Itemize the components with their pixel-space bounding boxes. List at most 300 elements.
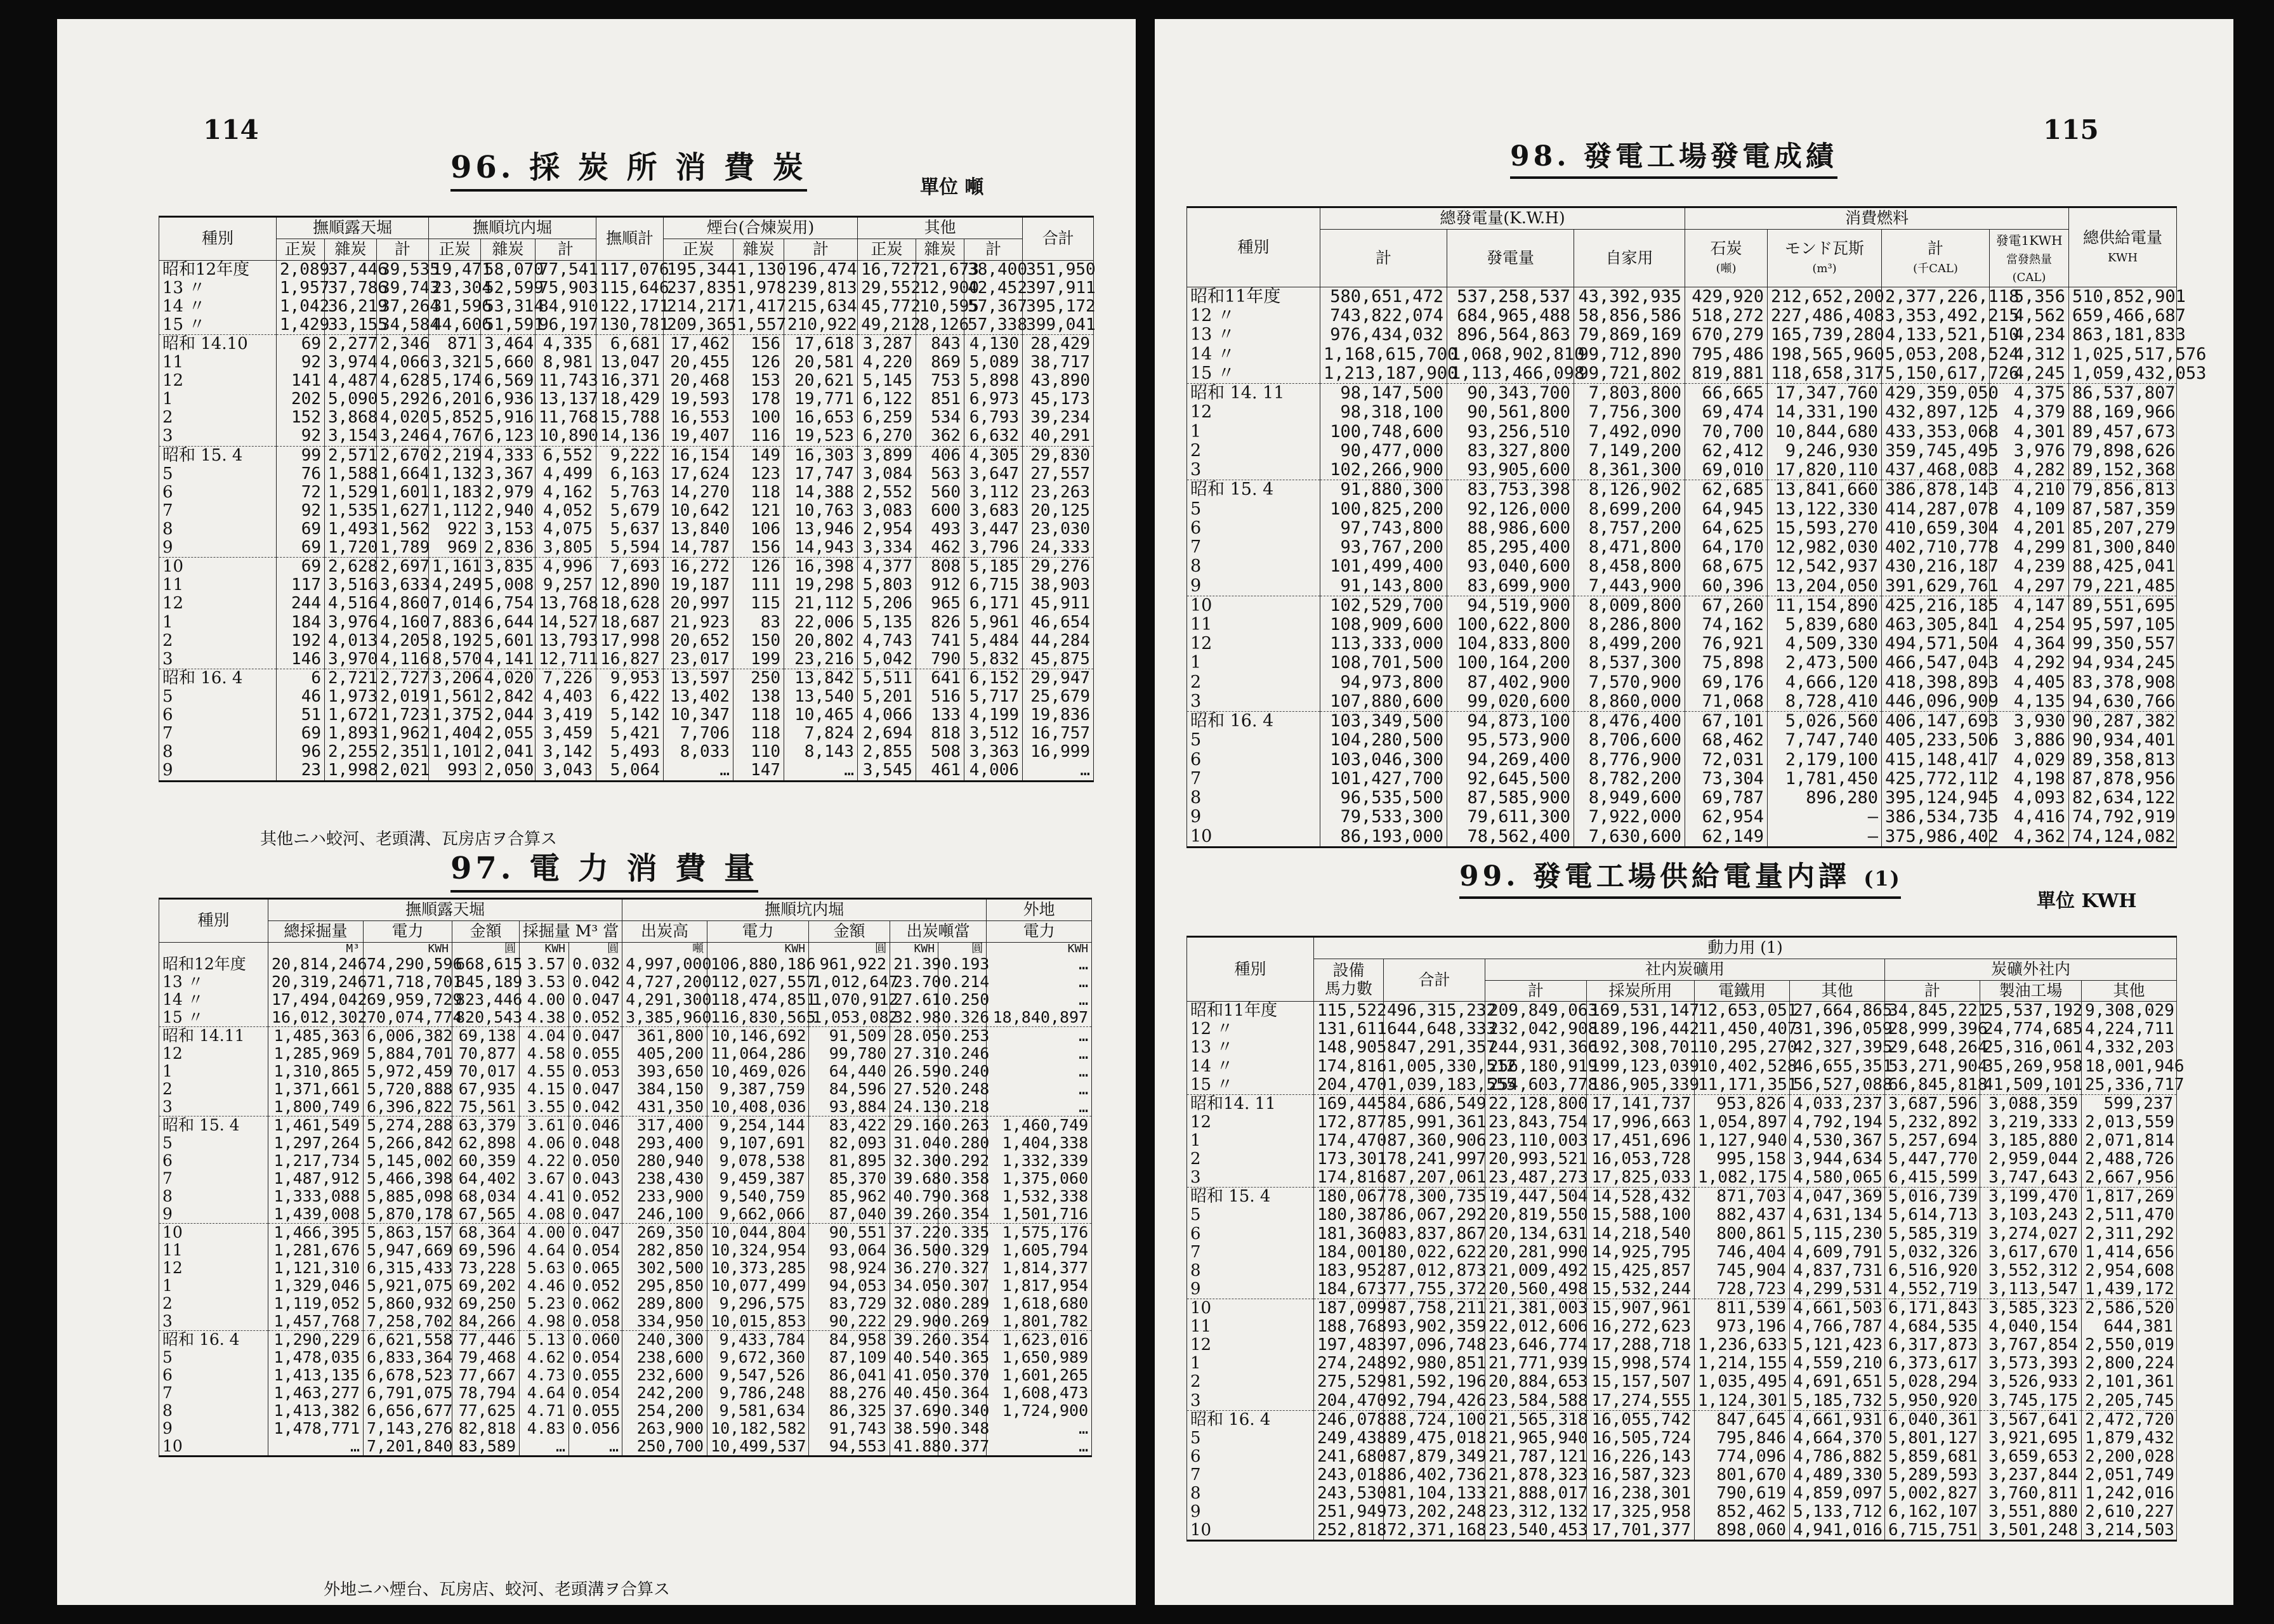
col-lump: 正炭 — [664, 239, 733, 260]
table-cell: 19,593 — [664, 390, 733, 409]
table-cell: 93,884 — [809, 1098, 890, 1116]
table-cell: 4,292 — [1990, 653, 2069, 672]
table-cell: 17,996,663 — [1587, 1113, 1695, 1132]
row-label: 6 — [159, 483, 277, 502]
table-cell: 94,973,800 — [1320, 673, 1447, 692]
table-cell: 3,647 — [964, 465, 1023, 483]
table-row — [159, 1241, 1092, 1259]
table-row — [159, 1349, 1092, 1366]
table-cell: 28,429 — [1023, 334, 1094, 353]
table-cell: 0.358 — [938, 1170, 987, 1188]
table-cell: 1,025,517,576 — [2069, 345, 2177, 364]
table-cell: 12,542,937 — [1768, 557, 1882, 576]
table-cell: 62,149 — [1685, 827, 1768, 848]
table-cell: 3.61 — [520, 1116, 569, 1134]
table-cell: 410,659,304 — [1882, 519, 1990, 538]
table-cell: 6,396,822 — [364, 1098, 452, 1116]
table-cell: 241,680 — [1314, 1448, 1384, 1466]
table-cell: 1,817,269 — [2082, 1188, 2177, 1207]
table-cell: 44,606 — [429, 316, 481, 335]
table-cell: 537,258,537 — [1447, 287, 1574, 307]
table-cell: 96 — [277, 743, 325, 761]
row-label: 11 — [1187, 1318, 1314, 1336]
table-cell: 5,016,739 — [1885, 1188, 1980, 1207]
table-cell: 11,154,890 — [1768, 596, 1882, 615]
table-cell: 69 — [277, 539, 325, 558]
row-label: 8 — [159, 1402, 268, 1420]
table-cell: 20,281,990 — [1485, 1243, 1587, 1262]
table-cell: 4,297 — [1990, 577, 2069, 596]
table-cell: 2,940 — [481, 502, 536, 520]
table-cell: 3,237,844 — [1980, 1466, 2082, 1484]
table-cell: 40.54 — [890, 1349, 938, 1366]
row-label: 10 — [159, 1223, 268, 1241]
table-cell: 3,274,027 — [1980, 1225, 2082, 1243]
table-cell: 106,880,186 — [707, 955, 809, 973]
table-cell: 3,552,312 — [1980, 1262, 2082, 1280]
table-cell: 97,743,800 — [1320, 519, 1447, 538]
table-cell: 87,207,061 — [1384, 1169, 1485, 1188]
table-cell: 3,154 — [325, 427, 377, 446]
table-cell: 77,667 — [452, 1366, 520, 1384]
table-cell: 122,171 — [596, 298, 664, 316]
table-cell: 8,192 — [429, 632, 481, 650]
row-label: 3 — [1187, 1169, 1314, 1188]
table-cell: 425,216,185 — [1882, 596, 1990, 615]
table-cell: 130,781 — [596, 316, 664, 335]
table-cell: 1,460,749 — [987, 1116, 1092, 1134]
table-cell: 4,013 — [325, 632, 377, 650]
row-label: 12 — [159, 594, 277, 613]
table-cell: 52,599 — [481, 279, 536, 298]
table-cell: 790 — [916, 650, 964, 669]
table-row — [159, 955, 1092, 973]
table-cell: 1,333,088 — [268, 1188, 364, 1205]
table-cell: 4,403 — [536, 688, 596, 706]
table-cell: 3,796 — [964, 539, 1023, 558]
row-label: 3 — [1187, 461, 1320, 480]
table-cell: 10,373,285 — [707, 1259, 809, 1277]
table-cell: 46,654 — [1023, 613, 1094, 632]
table-cell: 91,143,800 — [1320, 577, 1447, 596]
table-cell: 81,300,840 — [2069, 538, 2177, 557]
table-cell: 20,560,498 — [1485, 1280, 1587, 1299]
table-cell: 8,860,000 — [1574, 692, 1685, 712]
table-cell: 1,998 — [325, 761, 377, 781]
table-cell: 20,819,550 — [1485, 1206, 1587, 1224]
table-cell: 6,973 — [964, 390, 1023, 409]
row-label: 7 — [159, 724, 277, 743]
table-cell: 0.280 — [938, 1134, 987, 1152]
table-cell: 1,463,277 — [268, 1384, 364, 1402]
table-cell: 2,050 — [481, 761, 536, 781]
table-cell: 88,986,600 — [1447, 519, 1574, 538]
table-cell: 5,679 — [596, 502, 664, 520]
table-cell: 0.054 — [569, 1241, 622, 1259]
table-cell: 1,417 — [733, 298, 784, 316]
col-category: 種別 — [159, 217, 277, 261]
table-cell: 5,852 — [429, 409, 481, 427]
table-cell: 5,356 — [1990, 287, 2069, 307]
table-cell: 7,756,300 — [1574, 403, 1685, 422]
table-cell: 295,850 — [622, 1277, 707, 1295]
row-label: 8 — [1187, 557, 1320, 576]
table-cell: 1,121,310 — [268, 1259, 364, 1277]
table-cell: 2,628 — [325, 558, 377, 577]
table-cell: 4.64 — [520, 1384, 569, 1402]
table-cell: 1,814,377 — [987, 1259, 1092, 1277]
table-cell: 4,254 — [1990, 615, 2069, 634]
table-cell: 5,185,732 — [1790, 1392, 1885, 1411]
col-category: 種別 — [1187, 207, 1320, 287]
table-cell: 1,281,676 — [268, 1241, 364, 1259]
table-cell: 149 — [733, 446, 784, 465]
table-cell: 395,124,945 — [1882, 789, 1990, 808]
table-cell: 0.329 — [938, 1241, 987, 1259]
table-cell: 11,743 — [536, 372, 596, 390]
table-cell: 1,561 — [429, 688, 481, 706]
row-label: 7 — [159, 1170, 268, 1188]
row-label: 昭和 15. 4 — [1187, 1188, 1314, 1207]
table-row — [1187, 1113, 2177, 1132]
table-cell: 28.05 — [890, 1026, 938, 1045]
table-row — [1187, 1373, 2177, 1391]
table-cell: 202 — [277, 390, 325, 409]
table-cell: 3,921,695 — [1980, 1429, 2082, 1448]
table-cell: 1,817,954 — [987, 1277, 1092, 1295]
col-sum: 計 — [1320, 229, 1447, 287]
table-cell: 18,001,946 — [2082, 1058, 2177, 1076]
table-cell: 668,615 — [452, 955, 520, 973]
col-fuel-total-label: 計 — [1928, 239, 1944, 258]
table-cell: 6,569 — [481, 372, 536, 390]
table-cell: 4,239 — [1990, 557, 2069, 576]
table-cell: 3.53 — [520, 973, 569, 991]
table-cell: 518,272 — [1685, 306, 1768, 325]
table-cell: 4.04 — [520, 1026, 569, 1045]
table-cell: 3,367 — [481, 465, 536, 483]
table-cell: 7,706 — [664, 724, 733, 743]
row-label: 2 — [159, 1080, 268, 1098]
table-cell: 3,219,333 — [1980, 1113, 2082, 1132]
table-cell: 63,379 — [452, 1116, 520, 1134]
table-cell: 51,591 — [481, 316, 536, 335]
col-subtotal: 計 — [964, 239, 1023, 260]
col-coal-out: 出炭高 — [622, 920, 707, 942]
table-cell: 5,201 — [858, 688, 916, 706]
table-cell: 8,126,902 — [1574, 480, 1685, 500]
row-label: 9 — [1187, 808, 1320, 827]
col-pit: 撫順坑内堀 — [622, 899, 987, 921]
row-label: 15 〃 — [159, 316, 277, 335]
table-cell: 100,825,200 — [1320, 500, 1447, 519]
table-cell: 5,292 — [377, 390, 429, 409]
table-row — [1187, 1188, 2177, 1207]
table-cell: 94,873,100 — [1447, 712, 1574, 731]
table-row — [159, 483, 1094, 502]
table-cell: 1,113,466,098 — [1447, 364, 1574, 384]
table-cell: 15,532,244 — [1587, 1280, 1695, 1299]
table-cell: 5,950,920 — [1885, 1392, 1980, 1411]
table-cell: 269,350 — [622, 1223, 707, 1241]
table-cell: 334,950 — [622, 1313, 707, 1331]
table-cell: 83,729 — [809, 1295, 890, 1313]
table-cell: 78,794 — [452, 1384, 520, 1402]
table-cell: 90,561,800 — [1447, 403, 1574, 422]
col-stripping: 總採掘量 — [268, 920, 364, 942]
table-cell: 91,509 — [809, 1026, 890, 1045]
table-cell: 6,791,075 — [364, 1384, 452, 1402]
table-cell: 2,179,100 — [1768, 750, 1882, 769]
table-cell: 0.047 — [569, 1205, 622, 1224]
table-cell: 199 — [733, 650, 784, 669]
col-fushun-pit: 撫順坑内堀 — [429, 217, 596, 239]
table-cell: 74,792,919 — [2069, 808, 2177, 827]
table-cell: 69,202 — [452, 1277, 520, 1295]
table-cell: 29,830 — [1023, 446, 1094, 465]
table-row — [159, 1205, 1092, 1224]
table-cell: 115 — [733, 594, 784, 613]
table-cell: 10,295,270 — [1695, 1038, 1790, 1057]
table-cell: 2,013,559 — [2082, 1113, 2177, 1132]
table-cell: 3,088,359 — [1980, 1094, 2082, 1113]
table-row — [1187, 1002, 2177, 1021]
table-cell: 75,561 — [452, 1098, 520, 1116]
table-cell: 5,484 — [964, 632, 1023, 650]
table-cell: 23,843,754 — [1485, 1113, 1587, 1132]
table-cell: 10,324,954 — [707, 1241, 809, 1259]
table-cell: 10,408,036 — [707, 1098, 809, 1116]
table-cell: 133 — [916, 706, 964, 724]
row-label: 昭和11年度 — [1187, 287, 1320, 307]
table-cell: 240,300 — [622, 1330, 707, 1349]
table-row — [159, 1420, 1092, 1437]
table-cell: 169,531,147 — [1587, 1002, 1695, 1021]
table-cell: … — [987, 1437, 1092, 1457]
table-cell: 141 — [277, 372, 325, 390]
table-cell: 86,193,000 — [1320, 827, 1447, 848]
table-cell: 599,237 — [2082, 1094, 2177, 1113]
table-cell: 82,818 — [452, 1420, 520, 1437]
table-cell: 181,360 — [1314, 1225, 1384, 1243]
table-cell: 23,017 — [664, 650, 733, 669]
table-cell: 68,034 — [452, 1188, 520, 1205]
table96-note: 其他ニハ蛟河、老頭溝、瓦房店ヲ合算ス — [260, 830, 558, 849]
table-cell: 69,787 — [1685, 789, 1768, 808]
table-cell: 386,878,143 — [1882, 480, 1990, 500]
table-cell: 20,993,521 — [1485, 1150, 1587, 1169]
table-cell: 10,465 — [784, 706, 858, 724]
table-cell: 995,158 — [1695, 1150, 1790, 1169]
table-cell: 4,661,503 — [1790, 1299, 1885, 1318]
col-oil: 製油工場 — [1980, 980, 2082, 1002]
table-cell: 741 — [916, 632, 964, 650]
table-cell: 1,039,183,555 — [1384, 1076, 1485, 1095]
table-cell: 70,700 — [1685, 422, 1768, 442]
table-cell: 4,792,194 — [1790, 1113, 1885, 1132]
table-row — [1187, 827, 2177, 848]
table-cell: 0.218 — [938, 1098, 987, 1116]
table-cell: 78,300,735 — [1384, 1188, 1485, 1207]
table-cell: 0.065 — [569, 1259, 622, 1277]
table-row — [1187, 1448, 2177, 1466]
table-cell: 8,570 — [429, 650, 481, 669]
table-cell: 1,439,008 — [268, 1205, 364, 1224]
table-cell: 2,694 — [858, 724, 916, 743]
table-cell: 4,552,719 — [1885, 1280, 1980, 1299]
table-cell: 5,884,701 — [364, 1045, 452, 1063]
table-cell: 5,145 — [858, 372, 916, 390]
row-label: 12 〃 — [1187, 306, 1320, 325]
table-cell: 250,700 — [622, 1437, 707, 1457]
table-cell: 0.053 — [569, 1063, 622, 1080]
table-cell: 6,516,920 — [1885, 1262, 1980, 1280]
table-cell: 13,768 — [536, 594, 596, 613]
table-cell: 429,359,050 — [1882, 384, 1990, 403]
table-cell: 37.22 — [890, 1223, 938, 1241]
table-cell: … — [987, 991, 1092, 1009]
table-cell: 79,869,169 — [1574, 325, 1685, 344]
table-cell: 210,922 — [784, 316, 858, 335]
table-cell: 232,042,908 — [1485, 1020, 1587, 1038]
table-cell: 13,597 — [664, 669, 733, 688]
table-row — [159, 1437, 1092, 1457]
table-cell: 84,596 — [809, 1080, 890, 1098]
row-label: 13 〃 — [159, 279, 277, 298]
table-cell: 2,200,028 — [2082, 1448, 2177, 1466]
table-cell: 5,859,681 — [1885, 1448, 1980, 1466]
row-label: 5 — [1187, 500, 1320, 519]
table-cell: 808 — [916, 558, 964, 577]
table-cell: 23.70 — [890, 973, 938, 991]
col-power: 電力 — [707, 920, 809, 942]
table-cell: 58,070 — [481, 260, 536, 279]
table-row — [159, 334, 1094, 353]
table-row — [159, 1026, 1092, 1045]
table-cell: 1,332,339 — [987, 1152, 1092, 1170]
table-cell: 94,053 — [809, 1277, 890, 1295]
table-cell: 23,110,003 — [1485, 1132, 1587, 1150]
table-cell: 20,319,246 — [268, 973, 364, 991]
table-cell: 22,012,606 — [1485, 1318, 1587, 1336]
table-cell: 77,755,372 — [1384, 1280, 1485, 1299]
table-cell: 76 — [277, 465, 325, 483]
table-cell: 20,802 — [784, 632, 858, 650]
table-cell: 4,282 — [1990, 461, 2069, 480]
table-cell: 35,269,958 — [1980, 1058, 2082, 1076]
col-lump: 正炭 — [858, 239, 916, 260]
table-cell: 5,803 — [858, 576, 916, 594]
table-row — [159, 539, 1094, 558]
table-cell: 209,849,063 — [1485, 1002, 1587, 1021]
table-cell: 16,055,742 — [1587, 1410, 1695, 1429]
table-cell: 0.032 — [569, 955, 622, 973]
table-cell: 2,954,608 — [2082, 1262, 2177, 1280]
col-outer: 外地 — [987, 899, 1092, 921]
table-cell: 25,679 — [1023, 688, 1094, 706]
table-cell: 51 — [277, 706, 325, 724]
table-cell: 5,594 — [596, 539, 664, 558]
table-cell: 863,181,833 — [2069, 325, 2177, 344]
table-row — [159, 1295, 1092, 1313]
table-cell: 29.90 — [890, 1313, 938, 1331]
table-cell: 1,478,035 — [268, 1349, 364, 1366]
table-cell: 4,333 — [481, 446, 536, 465]
table-cell: 100,748,600 — [1320, 422, 1447, 442]
table-cell: 3,976 — [325, 613, 377, 632]
table98 — [1186, 206, 2207, 848]
table-cell: 81,104,133 — [1384, 1484, 1485, 1503]
table-cell: 254,200 — [622, 1402, 707, 1420]
table-cell: 433,353,068 — [1882, 422, 1990, 442]
table-cell: 1,429 — [277, 316, 325, 335]
unit-cell: KWH — [520, 942, 569, 955]
table-cell: 69,250 — [452, 1295, 520, 1313]
table-cell: 118,658,317 — [1768, 364, 1882, 384]
table-row — [159, 1045, 1092, 1063]
table-cell: 184,673 — [1314, 1280, 1384, 1299]
table-cell: 3,516 — [325, 576, 377, 594]
table-cell: 126 — [733, 353, 784, 372]
table-cell: 2,071,814 — [2082, 1132, 2177, 1150]
table-row — [159, 1170, 1092, 1188]
table-row — [1187, 519, 2177, 538]
table-cell: 0.250 — [938, 991, 987, 1009]
table-cell: 252,818 — [1314, 1521, 1384, 1541]
table-cell: 64,440 — [809, 1063, 890, 1080]
table-cell: 362 — [916, 427, 964, 446]
table-cell: 188,768 — [1314, 1318, 1384, 1336]
table-cell: 6,315,433 — [364, 1259, 452, 1277]
table-cell: 516 — [916, 688, 964, 706]
table-cell: 238,600 — [622, 1349, 707, 1366]
table-cell: 10,763 — [784, 502, 858, 520]
table-cell: 2,610,227 — [2082, 1503, 2177, 1521]
table-cell: 83,753,398 — [1447, 480, 1574, 500]
col-own-use: 自家用 — [1574, 229, 1685, 287]
table-cell: 823,446 — [452, 991, 520, 1009]
unit-cell: KWH — [364, 942, 452, 955]
table-row — [159, 743, 1094, 761]
table-row — [159, 1330, 1092, 1349]
table-cell: 72 — [277, 483, 325, 502]
table-cell: 1,485,363 — [268, 1026, 364, 1045]
table-cell: 16,999 — [1023, 743, 1094, 761]
unit-cell: 噸 — [622, 942, 707, 955]
table-cell: 112,027,557 — [707, 973, 809, 991]
table-cell: 0.048 — [569, 1134, 622, 1152]
table-cell: 183,952 — [1314, 1262, 1384, 1280]
table-cell: 36,219 — [325, 298, 377, 316]
table-cell: 16,226,143 — [1587, 1448, 1695, 1466]
table-cell: 5,028,294 — [1885, 1373, 1980, 1391]
table-cell: 4,377 — [858, 558, 916, 577]
table-cell: 244,931,366 — [1485, 1038, 1587, 1057]
table-cell: 289,800 — [622, 1295, 707, 1313]
table-cell: 2,219 — [429, 446, 481, 465]
row-label: 7 — [159, 1384, 268, 1402]
table-cell: 4,562 — [1990, 306, 2069, 325]
table-cell: 174,470 — [1314, 1132, 1384, 1150]
table-cell: 89,358,813 — [2069, 750, 2177, 769]
table-cell: 4,609,791 — [1790, 1243, 1885, 1262]
table-row — [1187, 557, 2177, 576]
col-grand-total: 合計 — [1023, 217, 1094, 261]
table-cell: 5,008 — [481, 576, 536, 594]
table-cell: 8,476,400 — [1574, 712, 1685, 731]
table-cell: 1,236,633 — [1695, 1336, 1790, 1354]
table-cell: 4.62 — [520, 1349, 569, 1366]
